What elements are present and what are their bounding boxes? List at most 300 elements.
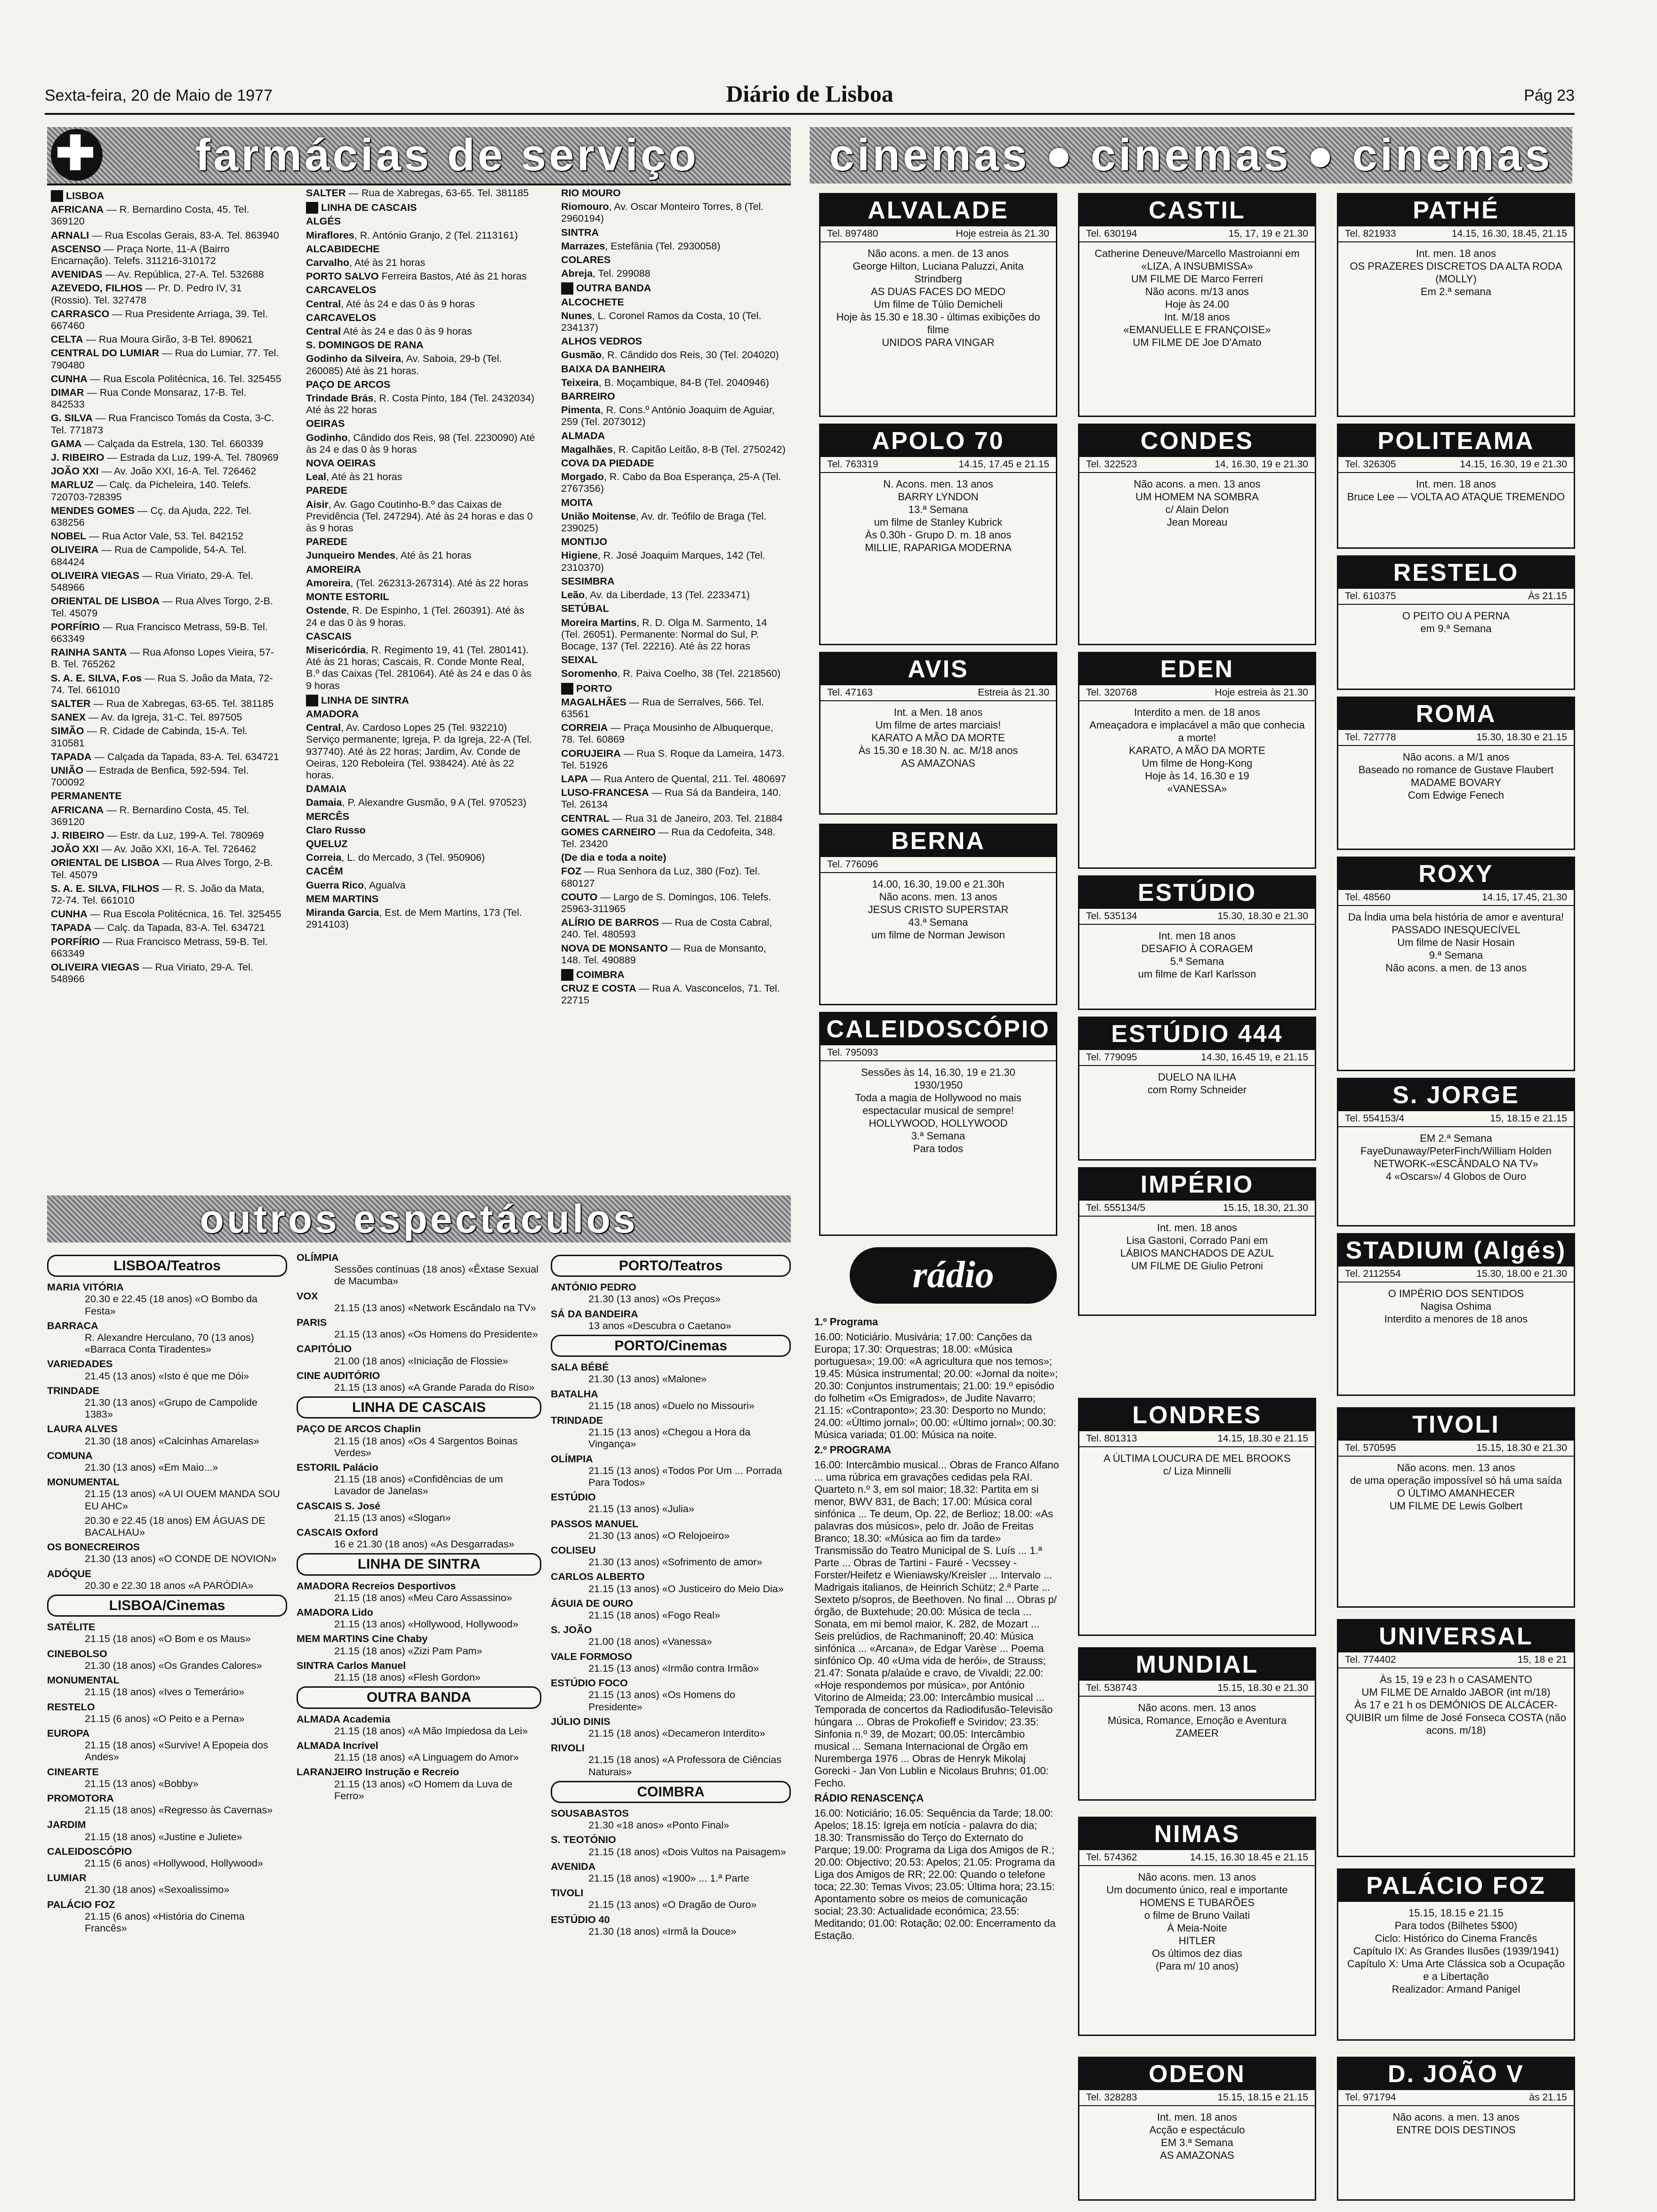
cinema-times: 14.15, 16.30 18.45 e 21.15 bbox=[1190, 1852, 1308, 1863]
cinema-listing bbox=[1078, 2057, 1316, 2201]
show-entry bbox=[47, 1675, 287, 1698]
pharmacy-entry bbox=[51, 908, 282, 920]
cinema-listing bbox=[1337, 1078, 1575, 1226]
pharmacy-name: CELTA bbox=[51, 334, 83, 345]
pharmacy-address: — Rua Senhora da Luz, 380 (Foz). Tel. 680127 bbox=[561, 866, 760, 889]
cinema-times: 15.30, 18.30 e 21.30 bbox=[1217, 911, 1308, 922]
show-entry bbox=[551, 1808, 791, 1831]
pharmacy-entry bbox=[561, 773, 787, 785]
show-entry bbox=[47, 1541, 287, 1565]
pharmacy-entry bbox=[561, 268, 787, 280]
pharmacy-name: Godinho bbox=[306, 432, 348, 443]
pharmacy-name: Central bbox=[306, 298, 341, 310]
pharmacy-entry bbox=[561, 654, 787, 666]
show-details: 21.00 (18 anos) «Vanessa» bbox=[588, 1636, 712, 1648]
pharmacy-address: , R. António Granjo, 2 (Tel. 2113161) bbox=[354, 229, 518, 241]
pharmacy-address: — Av. República, 27-A. Tel. 532688 bbox=[102, 269, 264, 281]
pharmacy-entry bbox=[561, 852, 787, 864]
pharmacy-address: , Est. de Mem Martins, 173 (Tel. 2914103) bbox=[306, 906, 522, 930]
pharmacy-name: MENDES GOMES bbox=[51, 505, 135, 516]
pharmacy-name: Morgado bbox=[561, 471, 604, 483]
show-entry bbox=[551, 1518, 791, 1542]
show-entry bbox=[47, 1846, 287, 1869]
pharmacy-name: CUNHA bbox=[51, 373, 88, 385]
pharmacy-name: ALCABIDECHE bbox=[306, 243, 380, 255]
pharmacy-entry bbox=[561, 787, 787, 810]
pharmacy-name: Correia bbox=[306, 852, 342, 864]
cinema-program: N. Acons. men. 13 anos BARRY LYNDON 13.ª Semana um filme de Stanley Kubrick Às 0.30h - Grupo D. m. 18 anos MILLIE, RAPARIGA MODERNA bbox=[865, 478, 1012, 553]
pharmacy-name: ALMADA bbox=[561, 430, 605, 441]
pharmacy-entry bbox=[306, 605, 537, 628]
cinema-program: Não acons. men. 13 anos Música, Romance, Emoção e Aventura ZAMEER bbox=[1108, 1702, 1287, 1739]
show-details: 21.45 (13 anos) «Isto é que me Dói» bbox=[85, 1370, 249, 1382]
venue-name: MONUMENTAL bbox=[47, 1476, 120, 1488]
pharmacy-entry bbox=[306, 471, 537, 483]
cinema-program: O IMPÉRIO DOS SENTIDOS Nagisa Oshima Interdito a menores de 18 anos bbox=[1384, 1288, 1528, 1325]
pharmacy-entry bbox=[51, 505, 282, 529]
pharmacy-entry bbox=[306, 880, 537, 891]
pharmacy-entry bbox=[306, 230, 537, 241]
cinema-times: 15.30, 18.00 e 21.30 bbox=[1476, 1268, 1567, 1279]
pharmacy-name: Guerra Rico bbox=[306, 879, 364, 891]
cinema-phone: Tel. 322523 bbox=[1086, 459, 1137, 470]
show-details: 21.15 (13 anos) «O Homem da Luva de Ferro» bbox=[334, 1778, 513, 1802]
cinema-times: 14.15, 16.30, 19 e 21.30 bbox=[1460, 459, 1567, 470]
cinema-program: Int. men. 18 anos Bruce Lee — VOLTA AO ATAQUE TREMENDO bbox=[1347, 478, 1565, 503]
cinema-name: ALVALADE bbox=[820, 194, 1056, 226]
show-entry bbox=[47, 1385, 287, 1421]
cinema-listing bbox=[819, 652, 1057, 815]
pharmacy-name: MARLUZ bbox=[51, 479, 94, 491]
show-entry bbox=[297, 1607, 541, 1630]
pharmacy-entry bbox=[306, 783, 537, 795]
pharmacy-entry bbox=[561, 404, 787, 428]
show-details: 21.15 (18 anos) «Ives o Temerário» bbox=[85, 1686, 245, 1698]
pharmacy-address: — Cç. da Ajuda, 222. Tel. 638256 bbox=[51, 505, 252, 529]
show-details: 21.30 (13 anos) «Grupo de Campolide 1383» bbox=[85, 1397, 257, 1420]
show-details: 21.15 (18 anos) «A Mão Impiedosa da Lei» bbox=[334, 1725, 528, 1737]
pharmacy-address: — Rua Antero de Quental, 211. Tel. 480697 bbox=[587, 773, 787, 785]
venue-name: PASSOS MANUEL bbox=[551, 1518, 638, 1530]
venue-name: S. JOÃO bbox=[551, 1624, 592, 1636]
cinema-program: Int. men. 18 anos Acção e espectáculo EM 3.ª Semana AS AMAZONAS bbox=[1149, 2111, 1245, 2161]
cinema-name: CONDES bbox=[1079, 425, 1315, 457]
pharmacy-entry bbox=[51, 857, 282, 881]
pharmacy-entry bbox=[306, 499, 537, 535]
section-heading: OUTRA BANDA bbox=[297, 1686, 541, 1708]
pharmacy-name: JOÃO XXI bbox=[51, 843, 99, 855]
cinema-name: TIVOLI bbox=[1338, 1409, 1574, 1441]
venue-name: SINTRA Carlos Manuel bbox=[297, 1659, 406, 1671]
cinema-program: Sessões às 14, 16.30, 19 e 21.30 1930/1950 Toda a magia de Hollywood no mais espectacular musical de sempre! HOLLYWOOD, HOLLYWOOD 3.ª Semana Para todos bbox=[855, 1066, 1022, 1154]
venue-name: ALMADA Incrível bbox=[297, 1739, 378, 1751]
cinema-meta bbox=[1338, 457, 1574, 473]
show-details: 21.30 (13 anos) «Em Maio...» bbox=[85, 1462, 218, 1474]
pharmacy-address: , L. do Mercado, 3 (Tel. 950906) bbox=[341, 852, 485, 864]
show-entry bbox=[47, 1728, 287, 1763]
venue-name: PALÁCIO FOZ bbox=[47, 1899, 115, 1910]
pharmacy-name: ALCOCHETE bbox=[561, 296, 624, 308]
pharmacy-entry bbox=[561, 430, 787, 442]
show-entry bbox=[551, 1624, 791, 1648]
pharmacy-entry bbox=[561, 187, 787, 199]
show-entry bbox=[47, 1701, 287, 1725]
cinema-name: CALEIDOSCÓPIO bbox=[820, 1013, 1056, 1045]
pharmacy-name: SALTER bbox=[306, 187, 346, 199]
pharmacy-name: Moreira Martins bbox=[561, 617, 637, 628]
espectaculos-col-3 bbox=[551, 1252, 791, 2207]
cinema-meta bbox=[1079, 1050, 1315, 1066]
pharmacy-address: — Rua de Xabregas, 63-65. Tel. 381185 bbox=[346, 187, 529, 199]
cinema-times: 15, 18.15 e 21.15 bbox=[1490, 1113, 1567, 1124]
cinema-program: DUELO NA ILHA com Romy Schneider bbox=[1147, 1071, 1247, 1096]
pharmacy-name: OLIVEIRA VIEGAS bbox=[51, 961, 139, 973]
cinema-name: PALÁCIO FOZ bbox=[1338, 1870, 1574, 1902]
pharmacy-name: Misericórdia bbox=[306, 644, 366, 656]
pharmacy-entry bbox=[561, 363, 787, 375]
pharmacy-address: , R. Cabo da Boa Esperança, 25-A (Tel. 2767356) bbox=[561, 471, 781, 495]
pharmacy-entry bbox=[51, 308, 282, 332]
pharmacy-name: Soromenho bbox=[561, 668, 618, 680]
cinema-name: IMPÉRIO bbox=[1079, 1169, 1315, 1201]
show-details: 13 anos «Descubra o Caetano» bbox=[588, 1320, 732, 1331]
venue-name: CARLOS ALBERTO bbox=[551, 1571, 645, 1583]
cinema-phone: Tel. 538743 bbox=[1086, 1683, 1137, 1693]
pharmacy-address: , (Tel. 262313-267314). Até às 22 horas bbox=[350, 577, 529, 589]
pharmacy-entry bbox=[306, 457, 537, 469]
pharmacy-entry bbox=[306, 353, 537, 377]
pharmacy-entry bbox=[51, 712, 282, 723]
show-details: 21.15 (13 anos) «Irmão contra Irmão» bbox=[588, 1662, 759, 1674]
pharmacy-entry bbox=[561, 748, 787, 771]
venue-name: ADÓQUE bbox=[47, 1568, 92, 1579]
pharmacy-entry bbox=[306, 257, 537, 269]
pharmacy-entry bbox=[51, 230, 282, 241]
pharmacy-entry bbox=[561, 891, 787, 915]
cinema-program: Int. men. 18 anos Lisa Gastoni, Corrado Pani em LÁBIOS MANCHADOS DE AZUL UM FILME DE Giulio Petroni bbox=[1120, 1222, 1274, 1272]
pharmacy-name: Miraflores bbox=[306, 229, 354, 241]
pharmacy-entry bbox=[561, 227, 787, 239]
venue-name: AVENIDA bbox=[551, 1860, 596, 1872]
show-entry bbox=[551, 1677, 791, 1713]
pharmacy-entry bbox=[51, 673, 282, 696]
pharmacy-name: MONTIJO bbox=[561, 536, 607, 548]
pharmacy-address: — Rua 31 de Janeiro, 203. Tel. 21884 bbox=[609, 812, 783, 824]
pharmacy-name: NOBEL bbox=[51, 530, 87, 542]
pharmacy-name: Abreja bbox=[561, 268, 593, 280]
pharmacy-name: COVA DA PIEDADE bbox=[561, 457, 654, 469]
pharmacy-address: Até às 24 e das 0 às 9 horas bbox=[341, 326, 472, 337]
cinema-listing bbox=[1078, 1017, 1316, 1161]
pharmacy-name: Damaia bbox=[306, 797, 342, 809]
pharmacy-entry bbox=[51, 479, 282, 503]
pharmacy-entry bbox=[306, 243, 537, 255]
pharmacy-address: , Até às 21 horas bbox=[395, 550, 472, 561]
pharmacy-name: BARREIRO bbox=[561, 391, 615, 402]
cinema-meta bbox=[820, 457, 1056, 473]
show-entry bbox=[297, 1580, 541, 1604]
pharmacy-entry bbox=[51, 790, 282, 802]
pharmacy-entry bbox=[306, 564, 537, 576]
cinema-meta bbox=[1079, 909, 1315, 925]
cinema-listing bbox=[1337, 2057, 1575, 2201]
section-heading: PORTO/Teatros bbox=[551, 1255, 791, 1277]
show-details: 21.15 (18 anos) «Decameron Interdito» bbox=[588, 1727, 765, 1739]
pharmacy-entry bbox=[51, 412, 282, 436]
pharmacy-name: CENTRAL DO LUMIAR bbox=[51, 347, 160, 359]
pharmacy-name: Amoreira bbox=[306, 577, 351, 589]
pharmacy-entry bbox=[51, 830, 282, 842]
pharmacy-name: União Moitense bbox=[561, 510, 636, 522]
cinema-program: O PEITO OU A PERNA em 9.ª Semana bbox=[1402, 610, 1510, 634]
show-details: 21.15 (13 anos) «Bobby» bbox=[85, 1778, 199, 1789]
show-details: 21.15 (18 anos) «1900» ... 1.ª Parte bbox=[588, 1872, 749, 1884]
venue-name: MONUMENTAL bbox=[47, 1675, 120, 1686]
cinema-meta bbox=[1079, 1201, 1315, 1217]
pharmacy-entry bbox=[51, 530, 282, 542]
show-entry bbox=[551, 1415, 791, 1451]
farmacias-col-2 bbox=[306, 187, 537, 1187]
show-details: 21.15 (13 anos) «Os Homens do Presidente» bbox=[334, 1329, 538, 1340]
pharmacy-name: UNIÃO bbox=[51, 764, 84, 776]
cinema-listing bbox=[819, 424, 1057, 645]
venue-name: JÚLIO DINIS bbox=[551, 1715, 611, 1727]
venue-name: PAÇO DE ARCOS Chaplin bbox=[297, 1423, 421, 1435]
farmacias-title: farmácias de serviço bbox=[195, 130, 699, 180]
cinema-name: ODEON bbox=[1079, 2058, 1315, 2090]
cinema-program: Int. a Men. 18 anos Um filme de artes marciais! KARATO A MÃO DA MORTE Às 15.30 e 18.30 N. ac. M/18 anos AS AMAZONAS bbox=[858, 706, 1018, 769]
cinema-name: ESTÚDIO bbox=[1079, 877, 1315, 909]
show-entry bbox=[297, 1317, 541, 1340]
venue-name: ESTÚDIO bbox=[551, 1491, 596, 1503]
show-details: 21.15 (13 anos) «Julia» bbox=[588, 1503, 694, 1515]
venue-name: MEM MARTINS Cine Chaby bbox=[297, 1633, 428, 1645]
radio-p2-title: 2.º PROGRAMA bbox=[814, 1444, 892, 1456]
cinema-meta bbox=[1338, 1441, 1574, 1457]
pharmacy-address: — Rua Escolas Gerais, 83-A. Tel. 863940 bbox=[89, 229, 279, 241]
show-entry bbox=[551, 1651, 791, 1675]
venue-name: ALMADA Academia bbox=[297, 1713, 391, 1725]
cinema-name: PATHÉ bbox=[1338, 194, 1574, 226]
pharmacy-entry bbox=[561, 722, 787, 745]
pharmacy-name: Marrazes bbox=[561, 240, 605, 252]
pharmacy-entry bbox=[51, 544, 282, 568]
cinema-phone: Tel. 779095 bbox=[1086, 1052, 1137, 1063]
farmacias-col-3 bbox=[561, 187, 787, 1187]
pharmacy-name: NOVA OEIRAS bbox=[306, 457, 376, 469]
pharmacy-address: — Pr. D. Pedro IV, 31 (Rossio). Tel. 327478 bbox=[51, 282, 242, 306]
pharmacy-name: Leal bbox=[306, 471, 327, 483]
cinema-times: 14.30, 16.45 19, e 21.15 bbox=[1201, 1052, 1308, 1063]
page-header bbox=[45, 80, 1575, 115]
farmacias-banner bbox=[47, 127, 791, 184]
cinema-program: A ÚLTIMA LOUCURA DE MEL BROOKS c/ Liza Minnelli bbox=[1103, 1452, 1291, 1477]
cinema-program: EM 2.ª Semana FayeDunaway/PeterFinch/William Holden NETWORK-«ESCÂNDALO NA TV» 4 «Oscars»/ 4 Globos de Ouro bbox=[1360, 1132, 1552, 1182]
cinema-phone: Tel. 763319 bbox=[827, 459, 878, 470]
pharmacy-entry bbox=[306, 418, 537, 430]
show-details: 21.15 (18 anos) «O Bom e os Maus» bbox=[85, 1633, 251, 1645]
pharmacy-address: , R. Costa Pinto, 184 (Tel. 2432034) Até às 22 horas bbox=[306, 393, 535, 416]
pharmacy-address: — Rua Presidente Arriaga, 39. Tel. 667460 bbox=[51, 308, 268, 332]
pharmacy-entry bbox=[306, 536, 537, 548]
region-heading: COIMBRA bbox=[561, 969, 787, 981]
show-details: 21.15 (6 anos) «O Peito e a Perna» bbox=[85, 1713, 245, 1724]
pharmacy-address: — Rua S. João da Mata, 72-74. Tel. 661010 bbox=[51, 672, 273, 696]
show-entry bbox=[551, 1282, 791, 1305]
pharmacy-entry bbox=[561, 536, 787, 548]
pharmacy-address: — Rua S. Roque da Lameira, 1473. Tel. 51926 bbox=[561, 747, 785, 771]
cinema-meta bbox=[1079, 685, 1315, 701]
pharmacy-entry bbox=[306, 825, 537, 836]
cinema-meta bbox=[1338, 890, 1574, 906]
pharmacy-name: QUELUZ bbox=[306, 838, 348, 850]
pharmacy-entry bbox=[561, 391, 787, 402]
cinema-listing bbox=[1078, 1167, 1316, 1316]
pharmacy-entry bbox=[306, 644, 537, 692]
cinema-listing bbox=[1337, 697, 1575, 850]
cinema-program: Interdito a men. de 18 anos Ameaçadora e implacável a mão que conhecia a morte! KARATO, A MÃO DA MORTE Um filme de Hong-Kong Hoje às 14, 16.30 e 19 «VANESSA» bbox=[1089, 706, 1305, 794]
pharmacy-name: Nunes bbox=[561, 310, 592, 321]
cinema-meta bbox=[1079, 226, 1315, 242]
cinema-program: Catherine Deneuve/Marcello Mastroianni em «LIZA, A INSUBMISSA» UM FILME DE Marco Ferreri Não acons. m/13 anos Hoje às 24.00 Int. M/18 anos «EMANUELLE E FRANÇOISE» UM FILME DE Joe D'Amato bbox=[1094, 248, 1300, 348]
pharmacy-address: — Rua de Xabregas, 63-65. Tel. 381185 bbox=[90, 697, 274, 709]
pharmacy-address: — Praça Mousinho de Albuquerque, 78. Tel. 60869 bbox=[561, 722, 773, 745]
issue-date: Sexta-feira, 20 de Maio de 1977 bbox=[45, 87, 273, 104]
show-details: 21.30 (18 anos) «Sexoalissimo» bbox=[85, 1884, 230, 1896]
pharmacy-name: Junqueiro Mendes bbox=[306, 550, 395, 561]
show-entry bbox=[47, 1423, 287, 1447]
cinema-program: Int. men. 18 anos OS PRAZERES DISCRETOS DA ALTA RODA (MOLLY) Em 2.ª semana bbox=[1350, 248, 1562, 297]
pharmacy-name: BAIXA DA BANHEIRA bbox=[561, 363, 666, 375]
cinema-program: Da Índia uma bela história de amor e aventura! PASSADO INESQUECÍVEL Um filme de Nasir Hosain 9.ª Semana Não acons. a men. de 13 anos bbox=[1348, 911, 1564, 974]
venue-name: ESTÚDIO FOCO bbox=[551, 1677, 628, 1689]
pharmacy-name: ALHOS VEDROS bbox=[561, 336, 643, 347]
farmacias-col-1 bbox=[51, 187, 282, 1187]
pharmacy-address: , R. Cons.º António Joaquim de Aguiar, 259 (Tel. 2073012) bbox=[561, 404, 775, 428]
region-heading: LISBOA bbox=[51, 190, 282, 202]
pharmacy-name: Ostende bbox=[306, 605, 347, 617]
show-entry bbox=[47, 1450, 287, 1474]
pharmacy-name: GOMES CARNEIRO bbox=[561, 826, 656, 838]
cinema-listing bbox=[1337, 1619, 1575, 1857]
pharmacy-name: CACÉM bbox=[306, 866, 343, 877]
pharmacy-entry bbox=[51, 438, 282, 450]
cinemas-title: cinemas ● cinemas ● cinemas bbox=[829, 130, 1553, 180]
pharmacy-name: SETÚBAL bbox=[561, 603, 609, 615]
pharmacy-name: Carvalho bbox=[306, 257, 350, 269]
pharmacy-name: TAPADA bbox=[51, 922, 92, 934]
cinema-phone: Tel. 821933 bbox=[1345, 228, 1396, 239]
pharmacy-name: GAMA bbox=[51, 438, 82, 449]
pharmacy-address: — Av. da Igreja, 31-C. Tel. 897505 bbox=[86, 712, 242, 723]
cinema-listing bbox=[1337, 1233, 1575, 1396]
venue-name: VALE FORMOSO bbox=[551, 1651, 632, 1662]
pharmacy-address: , Av. Cardoso Lopes 25 (Tel. 932210) Serviço permanente; Igreja, P. da Igreja, 22-A (Tel. 937740). Até às 22 horas; Jardim, Av. Conde de Oeiras, 120 Reboleira (Tel. 938424). Até às 22 horas. bbox=[306, 722, 532, 781]
pharmacy-entry bbox=[51, 282, 282, 306]
cinema-times: 15.15, 18.30 e 21.30 bbox=[1217, 1683, 1308, 1693]
show-details: 21.30 (13 anos) «O Relojoeiro» bbox=[588, 1530, 730, 1541]
cinema-times: 15, 18 e 21 bbox=[1517, 1654, 1567, 1665]
venue-name: SÁ DA BANDEIRA bbox=[551, 1308, 638, 1320]
pharmacy-entry bbox=[561, 589, 787, 601]
show-entry bbox=[297, 1766, 541, 1802]
show-entry bbox=[47, 1282, 287, 1317]
pharmacy-address: — Rua Conde Monsaraz, 17-B. Tel. 842533 bbox=[51, 387, 247, 410]
pharmacy-address: , R. Regimento 19, 41 (Tel. 280141). Até às 21 horas; Cascais, R. Conde Monte Real, B.º das Caixas (Tel. 281064). Até às 24 e das 0 às 9 horas bbox=[306, 644, 531, 691]
cinema-name: APOLO 70 bbox=[820, 425, 1056, 457]
pharmacy-name: MAGALHÃES bbox=[561, 696, 627, 708]
pharmacy-name: TAPADA bbox=[51, 751, 92, 762]
cinema-listing bbox=[1078, 424, 1316, 645]
pharmacy-entry bbox=[51, 595, 282, 619]
pharmacy-entry bbox=[306, 852, 537, 864]
pharmacy-address: , Tel. 299088 bbox=[592, 268, 651, 280]
cinema-phone: Tel. 326305 bbox=[1345, 459, 1396, 470]
pharmacy-address: , Av. Oscar Monteiro Torres, 8 (Tel. 2960194) bbox=[561, 201, 764, 224]
cinema-name: LONDRES bbox=[1079, 1399, 1315, 1431]
pharmacy-name: Gusmão bbox=[561, 349, 602, 361]
show-details: 21.15 (13 anos) «Os Homens do Presidente» bbox=[588, 1689, 735, 1713]
cinema-meta bbox=[1079, 1850, 1315, 1866]
show-details: 21.15 (6 anos) «História do Cinema Francês» bbox=[85, 1910, 245, 1934]
cinema-phone: Tel. 610375 bbox=[1345, 591, 1396, 601]
show-entry bbox=[297, 1740, 541, 1763]
pharmacy-name: Teixeira bbox=[561, 377, 599, 388]
pharmacy-name: Central bbox=[306, 722, 341, 734]
cinema-phone: Tel. 320768 bbox=[1086, 687, 1137, 698]
pharmacy-address: — Calçada da Estrela, 130. Tel. 660339 bbox=[81, 438, 264, 449]
venue-name: COLISEU bbox=[551, 1545, 596, 1556]
cinema-program: 15.15, 18.15 e 21.15 Para todos (Bilhetes 5$00) Ciclo: Histórico do Cinema Francês Capítulo IX: As Grandes Ilusões (1939/1941) Capítulo X: Uma Arte Clássica sob a Ocupação e a Libertação Realizador: Armand Panigel bbox=[1347, 1907, 1565, 1995]
pharmacy-entry bbox=[51, 621, 282, 645]
show-entry bbox=[551, 1887, 791, 1911]
show-entry bbox=[47, 1621, 287, 1645]
venue-name: MARIA VITÓRIA bbox=[47, 1282, 124, 1293]
show-entry bbox=[297, 1462, 541, 1498]
cinema-listing bbox=[1337, 857, 1575, 1071]
pharmacy-entry bbox=[51, 765, 282, 788]
pharmacy-name: J. RIBEIRO bbox=[51, 452, 105, 464]
show-entry bbox=[551, 1861, 791, 1884]
pharmacy-entry bbox=[51, 269, 282, 281]
venue-name: S. TEOTÓNIO bbox=[551, 1834, 616, 1846]
cinema-phone: Tel. 328283 bbox=[1086, 2092, 1137, 2103]
show-details: 21.30 (13 anos) «Malone» bbox=[588, 1373, 707, 1385]
cinema-program: Int. men 18 anos DESAFIO À CORAGEM 5.ª Semana um filme de Karl Karlsson bbox=[1138, 930, 1256, 980]
cinema-phone: Tel. 2112554 bbox=[1345, 1268, 1401, 1279]
pharmacy-name: AMOREIRA bbox=[306, 563, 362, 575]
show-entry bbox=[551, 1914, 791, 1938]
pharmacy-name: Leão bbox=[561, 589, 585, 601]
pharmacy-name: Godinho da Silveira bbox=[306, 353, 401, 365]
venue-name: OS BONECREIROS bbox=[47, 1541, 140, 1553]
pharmacy-entry bbox=[561, 201, 787, 224]
radio-p2-text: 16.00: Intercâmbio musical... Obras de Franco Alfano ... uma rúbrica em gravações cedidas pela RAI. Quarteto n.º 3, em sol maior; 18.32: Partita em si menor, BWV 831, de Bach; 17.00: Música coral sinfónica ... Te deum, Op. 22, de Berlioz; 18.00: «As palavras dos músicos», pelo dr. João de Freitas Branco; 18.30: «Música ao fim da tarde» Transmissão do Teatro Municipal de S. Luís ... 1.ª Parte ... Obras de Tartini - Fauré - Vecssey - Forster/Heifetz e Wieniawsky/Kreisler ... Intervalo ... Madrigais italianos, de Heinrich Schütz; 2.ª Parte ... Sexteto p/sopros, de Beethoven. No final ... Obras p/órgão, de Buxtehude; 20.00: Música de tecla ... Sonata, em mi bemol maior, K. 282, de Mozart ... Seis prelúdios, de Rachmaninoff; 20.40: Música sinfónica ... «Arcana», de Edgar Varèse ... Poema sinfónico Op. 40 «Uma vida de herói», de Strauss; 21.47: Sonata p/alaúde e cravo, de Vivaldi; 22.00: «Hoje respondemos por música», por António Vitorino de Almeida; 23.00: Intercâmbio musical ... Temporada de concertos da Radiodifusão-Televisão húngara ... Obras de Prokofieff e Sviridov; 23.35: Sinfonia n.º 39, de Mozart; 00.05: Intercâmbio musical ... Semana Internacional de Órgão em Nuremberga 1976 ... Obras de Henryk Mikolaj Gorecki - Jan Von Lublin e Nicolaus Bruhns; 01.00: Fecho. bbox=[814, 1459, 1059, 1789]
cinema-phone: Tel. 535134 bbox=[1086, 911, 1137, 922]
cinema-phone: Tel. 801313 bbox=[1086, 1433, 1137, 1444]
pharmacy-entry bbox=[306, 866, 537, 877]
pharmacy-name: SIMÃO bbox=[51, 725, 84, 737]
venue-name: CINEBOLSO bbox=[47, 1648, 107, 1659]
cinema-listing bbox=[1337, 193, 1575, 417]
pharmacy-entry bbox=[561, 983, 787, 1006]
pharmacy-entry bbox=[561, 866, 787, 889]
pharmacy-address: — Rua Alves Torgo, 2-B. Tel. 45079 bbox=[51, 857, 273, 881]
cinema-listing bbox=[1078, 1647, 1316, 1801]
section-heading: LISBOA/Teatros bbox=[47, 1255, 287, 1277]
pharmacy-address: , Até às 24 e das 0 às 9 horas bbox=[341, 298, 475, 310]
venue-name: CALEIDOSCÓPIO bbox=[47, 1845, 132, 1857]
